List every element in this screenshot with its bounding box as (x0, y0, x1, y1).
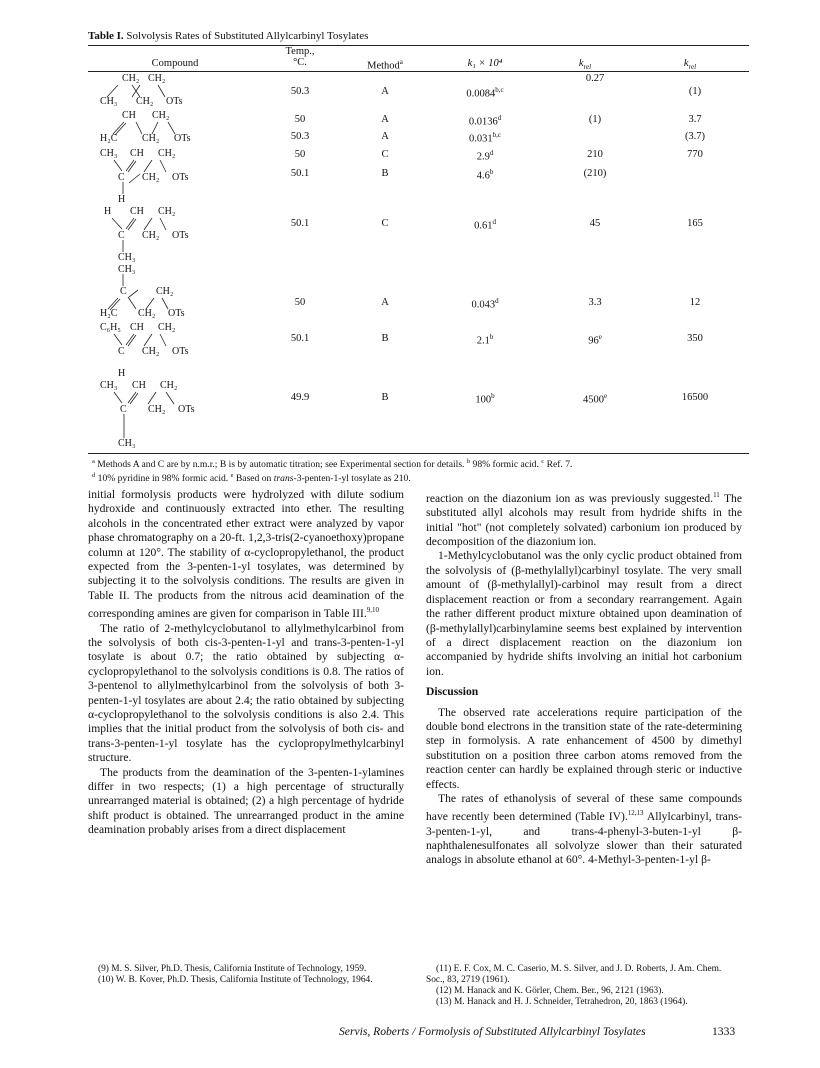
atom-label: CH₂ (138, 308, 156, 319)
page-number: 1333 (712, 1025, 736, 1038)
cell-k1-sup: b,c (492, 131, 501, 139)
atom-label: CH₂ (122, 73, 140, 84)
cell-method: C (381, 218, 389, 229)
references-left (88, 964, 404, 986)
header-method-label: Method (367, 60, 400, 72)
footnote-b-text: 98% formic acid. (472, 459, 539, 471)
atom-label: OTs (172, 172, 189, 183)
cell-krel1 (555, 333, 635, 347)
paragraph-text: The rates of ethanolysis of several of these same compounds have recently been determined (Table IV). (426, 791, 742, 824)
cell-k1-sup: d (489, 149, 494, 157)
cell-krel2: (3.7) (684, 131, 706, 142)
atom-label: CH₃ (118, 264, 136, 275)
atom-label: CH₂ (142, 346, 160, 357)
cell-method: A (381, 114, 389, 125)
cell-krel1: 3.3 (588, 297, 602, 308)
table-label: Table I. (88, 30, 124, 42)
paragraph: 1-Methylcyclobutanol was the only cyclic product obtained from the solvolysis of (β-methylallyl)carbinyl tosylate. The very small amount of (β-methylallyl)-carbinol may result from a direct displacement reaction or from a secondary rearrangement. Again the rather different product mixture obtained upon deamination of (β-methylallyl)carbinylamine seems best explained by intervention of a direct displacement reaction on the diazonium ion accompanied by hydride shifts involving an initial hot carbonium ion. (426, 549, 742, 678)
citation-sup: 11 (713, 491, 720, 499)
header-temp-unit: °C. (293, 57, 307, 68)
cell-k1 (440, 86, 530, 100)
cell-temp: 50.1 (290, 218, 310, 229)
paragraph-text: reaction on the diazonium ion as was previously suggested. (426, 491, 714, 505)
cell-krel2: 12 (689, 297, 701, 308)
structure-7 (100, 380, 310, 452)
table-top-rule (88, 45, 749, 46)
atom-label: H₂C (100, 133, 118, 144)
structure-5 (100, 264, 310, 320)
footnote-c-text: Ref. 7. (546, 459, 573, 471)
cell-krel2: (1) (688, 86, 702, 97)
cell-method: A (381, 297, 389, 308)
structure-3 (100, 148, 310, 206)
cell-k1-sup: b (489, 168, 494, 176)
header-krel2-k: k (683, 58, 689, 69)
footnote-d-text: 10% pyridine in 98% formic acid. (97, 473, 229, 485)
cell-krel1: (1) (588, 114, 602, 125)
table-bottom-rule (88, 453, 749, 454)
cell-temp: 50 (294, 149, 306, 160)
cell-temp: 50 (294, 297, 306, 308)
header-krel2-sub: rel (688, 63, 697, 72)
cell-k1-value: 2.1 (476, 335, 490, 347)
header-method (345, 58, 425, 72)
cell-k1-value: 100 (475, 394, 492, 406)
atom-label: OTs (172, 230, 189, 241)
table-caption (88, 30, 368, 42)
atom-label: CH₂ (156, 286, 174, 297)
atom-label: CH₂ (142, 230, 160, 241)
atom-label: CH (122, 110, 136, 121)
reference-item: (13) M. Hanack and H. J. Schneider, Tetrahedron, 20, 1863 (1964). (436, 997, 688, 1007)
footnote-b-marker: b (466, 458, 471, 465)
cell-k1-value: 0.043 (471, 299, 496, 311)
cell-temp: 50.1 (290, 168, 310, 179)
atom-label: CH₂ (158, 206, 176, 217)
cell-k1-value: 0.0136 (468, 116, 498, 128)
cell-temp: 50 (294, 114, 306, 125)
cell-method: C (381, 149, 389, 160)
cell-k1 (440, 297, 530, 311)
citation-sup: 9,10 (366, 606, 379, 615)
header-temp-label: Temp., (285, 46, 315, 57)
atom-label: CH₂ (142, 133, 160, 144)
atom-label: H (118, 368, 126, 379)
structure-4 (100, 206, 310, 266)
cell-k1-sup: d (497, 114, 502, 122)
atom-label: C (118, 346, 125, 357)
cell-method: A (381, 131, 389, 142)
references-right (426, 964, 742, 1008)
header-krel2 (660, 58, 720, 71)
atom-label: CH₃ (118, 438, 136, 449)
cell-k1-sup: d (495, 297, 499, 305)
cell-k1 (440, 114, 530, 128)
cell-method: B (381, 392, 389, 403)
footnote-e-text: Based on (235, 473, 272, 485)
atom-label: CH (130, 206, 144, 217)
cell-k1 (440, 392, 530, 406)
cell-krel2: 3.7 (688, 114, 702, 125)
footnote-e-italic: trans (273, 473, 294, 485)
cell-temp: 50.1 (290, 333, 310, 344)
cell-k1-value: 0.031 (469, 133, 493, 145)
citation-sup: 12,13 (627, 809, 644, 818)
paragraph: The observed rate accelerations require participation of the double bond electrons in the transition state of the rate-determining step in formolysis. A rate enhancement of 4500 by dimethyl substitution on a position three carbon atoms removed from the reaction center can hardly be explained through steric or inductive effects. (426, 705, 742, 791)
reference-item: (10) W. B. Kover, Ph.D. Thesis, California Institute of Technology, 1964. (98, 975, 373, 985)
paragraph-text: Allylcarbinyl, trans-3-penten-1-yl, and trans-4-phenyl-3-buten-1-yl β-naphthalenesulfonates all solvolyze slower than their saturated analogs in absolute ethanol at 60°. 4-Methyl-3-penten-1-yl β- (426, 810, 742, 867)
running-title: Servis, Roberts / Formolysis of Substituted Allylcarbinyl Tosylates (339, 1025, 646, 1038)
atom-label: CH₂ (136, 96, 154, 107)
paragraph: The ratio of 2-methylcyclobutanol to allylmethylcarbinol from the solvolysis of both cis-3-penten-1-yl and trans-3-penten-1-yl tosylate is about 0.7; the ratio obtained by subjecting α-cyclopropylethanol to the solvolysis conditions is 0.8. The ratios of 3-pentenol to allylmethylcarbinol from the solvolysis of both 3-penten-1-yl tosylates are about 2.4; the ratio obtained by subjecting α-cyclopropylethanol to the solvolysis conditions is also 2.4. This implies that the initial product from the solvolysis of both cis- and trans-3-penten-1-yl tosylate has the cyclopropylmethylcarbinyl structure. (88, 621, 404, 765)
header-temp (270, 46, 330, 68)
cell-krel1-sup: e (603, 392, 608, 400)
cell-k1-value: 0.0084 (466, 88, 496, 100)
atom-label: CH (132, 380, 146, 391)
structure-2 (100, 110, 310, 146)
right-column (426, 488, 742, 868)
header-method-sup: a (399, 58, 403, 66)
cell-temp: 50.3 (290, 86, 310, 97)
atom-label: CH₂ (158, 148, 176, 159)
atom-label: CH₃ (100, 96, 118, 107)
atom-label: OTs (174, 133, 191, 144)
cell-krel1 (555, 392, 635, 406)
cell-k1 (440, 168, 530, 182)
paragraph (88, 488, 404, 622)
paragraph (426, 792, 742, 868)
header-compound: Compound (151, 58, 199, 69)
cell-method: B (381, 333, 389, 344)
reference-item: (11) E. F. Cox, M. C. Caserio, M. S. Silver, and J. D. Roberts, J. Am. Chem. Soc., 83, 2719 (1961). (426, 964, 722, 985)
atom-label: OTs (178, 404, 195, 415)
atom-label: H (118, 194, 126, 205)
atom-label: CH₂ (148, 73, 166, 84)
table-header-rule (88, 71, 749, 72)
structure-1 (100, 73, 310, 109)
atom-label: C (120, 404, 127, 415)
atom-label: CH₂ (160, 380, 178, 391)
cell-krel1: 210 (587, 149, 603, 160)
footnote-e-text-end: -3-penten-1-yl tosylate as 210. (293, 473, 411, 485)
cell-krel1-value: 4500 (582, 394, 604, 406)
cell-k1 (440, 218, 530, 232)
atom-label: OTs (168, 308, 185, 319)
atom-label: CH₂ (152, 110, 170, 121)
atom-label: CH₃ (118, 252, 136, 263)
cell-krel1: 0.27 (585, 73, 605, 84)
cell-method: A (381, 86, 389, 97)
atom-label: CH₃ (100, 380, 118, 391)
footnote-line-2 (92, 470, 752, 484)
footnote-a-marker: a (92, 458, 95, 465)
atom-label: H₂C (100, 308, 118, 319)
atom-label: CH (130, 148, 144, 159)
cell-k1-sup: b (489, 333, 494, 341)
atom-label: H (104, 206, 112, 217)
table-footnotes (92, 456, 752, 484)
atom-label: OTs (166, 96, 183, 107)
atom-label: C (118, 172, 125, 183)
cell-temp: 50.3 (290, 131, 310, 142)
cell-krel1: 45 (589, 218, 601, 229)
cell-k1-value: 2.9 (476, 151, 490, 163)
reference-item: (9) M. S. Silver, Ph.D. Thesis, California Institute of Technology, 1959. (98, 964, 367, 974)
paragraph-text: The substituted allyl alcohols may result from hydride shifts in the initial "hot" (not completely solvated) carbonium ion produced by decomposition of the diazonium ion. (426, 491, 742, 549)
paragraph-text: initial formolysis products were hydrolyzed with dilute sodium hydroxide and continuously extracted into ether. The resulting alcohols in the concentrated ether extract were analyzed by vapor phase chromatography on a 20-ft. 1,2,3-tris(2-cyanoethoxy)propane column at 120°. The stability of α-cyclopropylethanol, the product expected from the 3-penten-1-yl tosylates, was determined by subjecting it to the solvolysis conditions. The results are given in Table II. The products from the nitrous acid deamination of the corresponding amines are given for comparison in Table III. (88, 488, 404, 621)
paragraph: The products from the deamination of the 3-penten-1-ylamines differ in two respects; (1) a high percentage of structurally unrearranged material is obtained; (2) a high percentage of hydride shift product is obtained. The unrearranged product in the amine deamination probably arises from a direct displacement (88, 765, 404, 837)
section-heading: Discussion (426, 685, 479, 699)
cell-krel2: 165 (687, 218, 703, 229)
footnote-d-marker: d (92, 472, 96, 480)
cell-k1-sup: b,c (495, 86, 504, 94)
cell-k1-sup: b (491, 392, 495, 400)
atom-label: CH₂ (142, 172, 160, 183)
atom-label: C (120, 286, 127, 297)
footnote-e-marker: e (230, 472, 234, 480)
atom-label: C₆H₅ (100, 322, 121, 333)
cell-k1 (440, 333, 530, 347)
header-krel1-sub: rel (583, 63, 592, 72)
cell-krel2: 350 (687, 333, 703, 344)
cell-method: B (381, 168, 389, 179)
cell-krel1-sup: e (598, 333, 602, 341)
cell-k1-sup: d (492, 218, 496, 226)
atom-label: CH₂ (148, 404, 166, 415)
footnote-a-text: Methods A and C are by n.m.r.; B is by automatic titration; see Experimental section for details. (97, 459, 465, 471)
cell-krel1: (210) (583, 168, 607, 179)
reference-item: (12) M. Hanack and K. Görler, Chem. Ber., 96, 2121 (1963). (436, 986, 664, 996)
header-k1: k₁ × 10⁴ (467, 58, 503, 69)
cell-k1 (440, 131, 530, 145)
atom-label: CH (130, 322, 144, 333)
atom-label: CH₃ (100, 148, 118, 159)
cell-krel2: 770 (687, 149, 703, 160)
table-title: Solvolysis Rates of Substituted Allylcarbinyl Tosylates (126, 30, 369, 42)
structure-6 (100, 322, 310, 378)
atom-label: CH₂ (158, 322, 176, 333)
header-krel1 (555, 58, 615, 71)
atom-label: OTs (172, 346, 189, 357)
atom-label: C (118, 230, 125, 241)
cell-krel1-value: 96 (588, 335, 599, 347)
footnote-line-1 (92, 456, 752, 470)
footnote-c-marker: c (541, 458, 545, 465)
header-krel1-k: k (578, 58, 584, 69)
left-column (88, 488, 404, 838)
paragraph (426, 488, 742, 549)
cell-k1-value: 0.61 (474, 220, 493, 232)
cell-temp: 49.9 (290, 392, 310, 403)
cell-krel2: 16500 (681, 392, 709, 403)
cell-k1 (440, 149, 530, 163)
cell-k1-value: 4.6 (476, 170, 490, 182)
